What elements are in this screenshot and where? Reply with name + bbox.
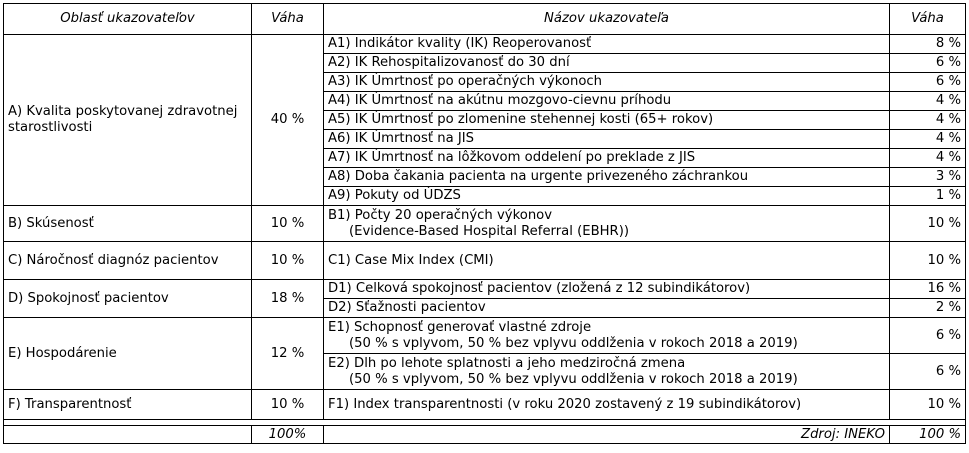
- indicator-weight-cell: 8 %: [890, 35, 966, 54]
- footer-total-weight-2: 100 %: [890, 426, 966, 444]
- indicator-weight-cell: 2 %: [890, 299, 966, 318]
- table-row: [4, 390, 966, 420]
- table-row: [4, 280, 966, 299]
- indicator-weight-cell: 10 %: [890, 242, 966, 280]
- area-cell: E) Hospodárenie: [4, 318, 252, 390]
- header-weight-2: Váha: [890, 4, 966, 35]
- indicator-cell: C1) Case Mix Index (CMI): [324, 242, 890, 280]
- indicator-name: E2) Dlh po lehote splatnosti a jeho medziročná zmena: [328, 355, 686, 371]
- area-weight-cell: 10 %: [252, 206, 324, 242]
- table-row: [4, 35, 966, 54]
- indicator-cell: A7) IK Úmrtnosť na lôžkovom oddelení po preklade z JIS: [324, 149, 890, 168]
- indicator-name-detail: (50 % s vplyvom, 50 % bez vplyvu oddlženia v rokoch 2018 a 2019): [349, 371, 798, 387]
- area-weight-cell: 12 %: [252, 318, 324, 390]
- header-area: Oblasť ukazovateľov: [4, 4, 252, 35]
- footer-empty-cell: [4, 426, 252, 444]
- indicator-cell: A6) IK Úmrtnosť na JIS: [324, 130, 890, 149]
- indicator-cell: D2) Sťažnosti pacientov: [324, 299, 890, 318]
- area-cell: F) Transparentnosť: [4, 390, 252, 420]
- indicator-cell: D1) Celková spokojnosť pacientov (zložená z 12 subindikátorov): [324, 280, 890, 299]
- indicator-weight-cell: 10 %: [890, 206, 966, 242]
- area-cell: A) Kvalita poskytovanej zdravotnej starostlivosti: [4, 35, 252, 206]
- footer-row: [4, 426, 966, 444]
- indicator-cell: A2) IK Rehospitalizovanosť do 30 dní: [324, 54, 890, 73]
- indicator-weight-cell: 4 %: [890, 130, 966, 149]
- indicator-weight-cell: 10 %: [890, 390, 966, 420]
- area-weight-cell: 10 %: [252, 242, 324, 280]
- indicator-table: [3, 3, 966, 444]
- indicator-cell: A9) Pokuty od ÚDZS: [324, 187, 890, 206]
- area-cell: D) Spokojnosť pacientov: [4, 280, 252, 318]
- table-row: [4, 206, 966, 242]
- footer-total-weight: 100%: [252, 426, 324, 444]
- area-weight-cell: 40 %: [252, 35, 324, 206]
- indicator-weight-cell: 1 %: [890, 187, 966, 206]
- indicator-weight-cell: 4 %: [890, 92, 966, 111]
- indicator-name: E1) Schopnosť generovať vlastné zdroje: [328, 319, 592, 335]
- indicator-weight-cell: 16 %: [890, 280, 966, 299]
- table-row: [4, 242, 966, 280]
- indicator-name-detail: (50 % s vplyvom, 50 % bez vplyvu oddlženia v rokoch 2018 a 2019): [349, 335, 798, 351]
- table-row: [4, 318, 966, 354]
- indicator-cell: A3) IK Úmrtnosť po operačných výkonoch: [324, 73, 890, 92]
- indicator-cell: F1) Index transparentnosti (v roku 2020 zostavený z 19 subindikátorov): [324, 390, 890, 420]
- indicator-weight-cell: 6 %: [890, 54, 966, 73]
- indicator-cell: [324, 206, 890, 242]
- area-cell: B) Skúsenosť: [4, 206, 252, 242]
- header-indicator: Názov ukazovateľa: [324, 4, 890, 35]
- indicator-cell: A5) IK Úmrtnosť po zlomenine stehennej kosti (65+ rokov): [324, 111, 890, 130]
- area-cell: C) Náročnosť diagnóz pacientov: [4, 242, 252, 280]
- indicator-weight-cell: 6 %: [890, 73, 966, 92]
- indicator-cell: A8) Doba čakania pacienta na urgente privezeného záchrankou: [324, 168, 890, 187]
- indicator-cell: A1) Indikátor kvality (IK) Reoperovanosť: [324, 35, 890, 54]
- indicator-cell: [324, 318, 890, 354]
- indicator-weight-cell: 6 %: [890, 354, 966, 390]
- indicator-weight-cell: 6 %: [890, 318, 966, 354]
- indicator-weight-cell: 4 %: [890, 149, 966, 168]
- indicator-weight-cell: 3 %: [890, 168, 966, 187]
- area-weight-cell: 18 %: [252, 280, 324, 318]
- area-weight-cell: 10 %: [252, 390, 324, 420]
- indicator-weight-cell: 4 %: [890, 111, 966, 130]
- indicator-cell: [324, 354, 890, 390]
- indicator-cell: A4) IK Úmrtnosť na akútnu mozgovo-cievnu príhodu: [324, 92, 890, 111]
- indicator-name: B1) Počty 20 operačných výkonov: [328, 207, 553, 223]
- header-weight: Váha: [252, 4, 324, 35]
- indicator-name-detail: (Evidence-Based Hospital Referral (EBHR)): [349, 223, 629, 239]
- footer-source: Zdroj: INEKO: [324, 426, 890, 444]
